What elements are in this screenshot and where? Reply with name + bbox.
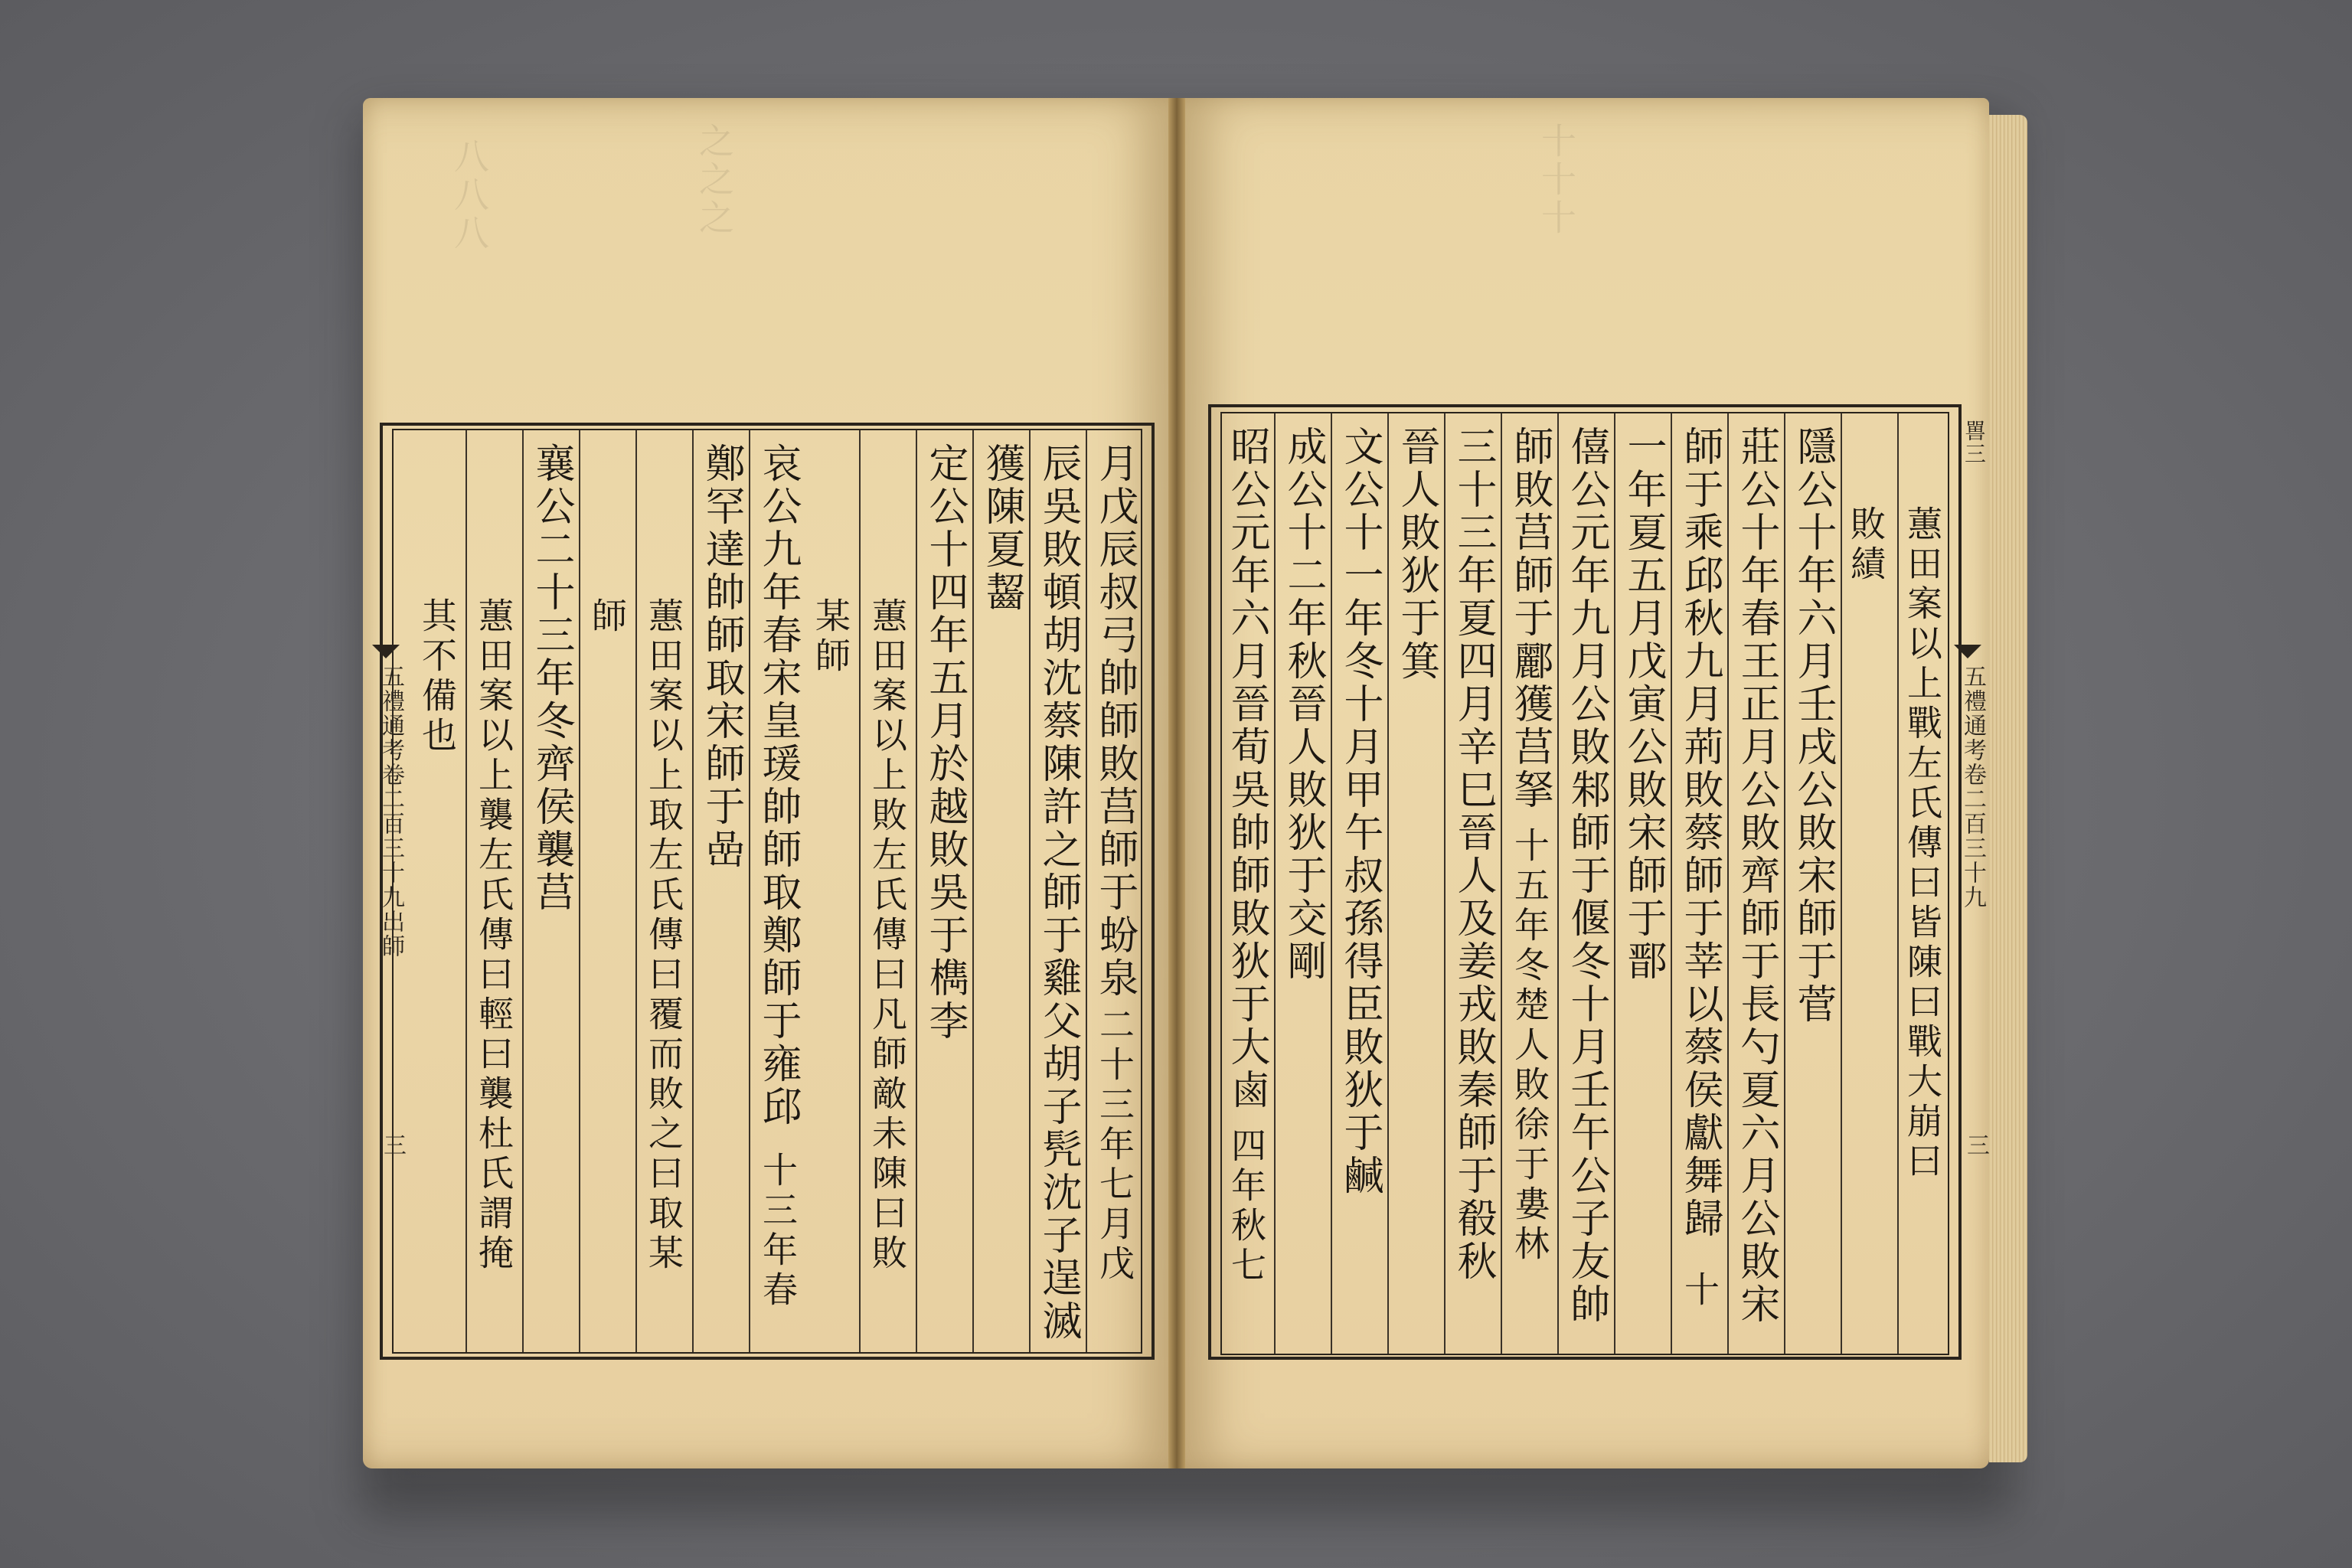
book-gutter	[1168, 98, 1185, 1468]
column-rule	[1274, 413, 1276, 1354]
column-rule	[1331, 413, 1332, 1354]
text-column-right-6: 師敗莒師于酈獲莒拏十五年冬楚人敗徐于婁林	[1507, 426, 1553, 1265]
column-rule	[1614, 413, 1615, 1354]
text-column-right-10: 成公十二年秋晉人敗狄于交剛	[1280, 426, 1326, 983]
column-rule	[1897, 413, 1899, 1354]
column-rule	[1444, 413, 1446, 1354]
left-margin-title: 五禮通考卷二百三十九出師	[377, 665, 404, 959]
commentary-left-6: 其不備也	[416, 597, 458, 756]
text-column-right-5: 僖公元年九月公敗邾師于偃冬十月壬午公子友帥	[1563, 426, 1609, 1326]
column-rule	[1727, 413, 1729, 1354]
text-column-left-7: 襄公二十三年冬齊侯襲莒	[528, 443, 574, 914]
show-through: 八八八	[449, 138, 490, 253]
column-rule	[1671, 413, 1672, 1354]
right-page-number: 三	[1962, 1133, 1989, 1156]
column-rule	[1557, 413, 1559, 1354]
page-edges	[1989, 115, 2027, 1462]
column-rule	[1841, 413, 1842, 1354]
show-through: 十十十	[1536, 122, 1577, 237]
column-rule	[1501, 413, 1502, 1354]
text-column-right-7: 三十三年夏四月辛巳晉人及姜戎敗秦師于殽秋	[1450, 426, 1496, 1283]
column-rule	[1387, 413, 1389, 1354]
text-column-left-1: 月戊辰叔弓帥師敗莒師于蚡泉二十三年七月戊	[1092, 443, 1138, 1285]
text-column-right-1: 隱公十年六月壬戌公敗宋師于菅	[1790, 426, 1836, 1026]
text-column-right-2: 莊公十年春王正月公敗齊師于長勺夏六月公敗宋	[1733, 426, 1779, 1326]
column-rule	[859, 430, 861, 1352]
text-column-right-11: 昭公元年六月晉荀吳帥師敗狄于大鹵四年秋七	[1223, 426, 1269, 1286]
right-top-mark: 嘼三	[1962, 420, 1987, 466]
column-rule	[579, 430, 580, 1352]
column-rule	[1029, 430, 1031, 1352]
text-column-right-4: 一年夏五月戊寅公敗宋師于鄑	[1620, 426, 1666, 983]
column-rule	[466, 430, 467, 1352]
text-column-left-6: 鄭罕達帥師取宋師于嵒	[698, 443, 744, 871]
column-rule	[1784, 413, 1785, 1354]
commentary-right-1: 蕙田案以上戰左氏傳曰皆陳曰戰大崩曰	[1902, 505, 1943, 1182]
column-rule	[972, 430, 974, 1352]
column-rule	[1086, 430, 1087, 1352]
text-column-left-4: 定公十四年五月於越敗吳于檇李	[922, 443, 968, 1043]
text-column-right-3: 師于乘邱秋九月荊敗蔡師于莘以蔡侯獻舞歸十	[1677, 426, 1723, 1311]
right-margin-title: 五禮通考卷二百三十九	[1959, 665, 1986, 910]
column-rule	[522, 430, 524, 1352]
column-rule	[916, 430, 917, 1352]
commentary-left-2: 某師	[810, 597, 851, 677]
commentary-left-3: 蕙田案以上取左氏傳曰覆而敗之曰取某	[643, 597, 684, 1274]
text-column-left-5: 哀公九年春宋皇瑗帥師取鄭師于雍邱十三年春	[755, 443, 801, 1311]
show-through: 之之之	[694, 122, 735, 237]
text-column-left-3: 獲陳夏齧	[978, 443, 1024, 614]
left-page-number: 三	[379, 1133, 406, 1156]
commentary-left-4: 師	[586, 597, 628, 637]
column-rule	[635, 430, 637, 1352]
text-column-left-2: 辰吳敗頓胡沈蔡陳許之師于雞父胡子髠沈子逞滅	[1035, 443, 1081, 1343]
commentary-left-5: 蕙田案以上襲左氏傳曰輕曰襲杜氏謂掩	[473, 597, 514, 1274]
commentary-left-1: 蕙田案以上敗左氏傳曰凡師敵未陳曰敗	[867, 597, 908, 1274]
column-rule	[749, 430, 750, 1352]
text-column-right-9: 文公十一年冬十月甲午叔孫得臣敗狄于鹹	[1337, 426, 1383, 1197]
column-rule	[692, 430, 694, 1352]
text-column-right-8: 晉人敗狄于箕	[1393, 426, 1439, 683]
commentary-right-2: 敗績	[1845, 505, 1886, 585]
